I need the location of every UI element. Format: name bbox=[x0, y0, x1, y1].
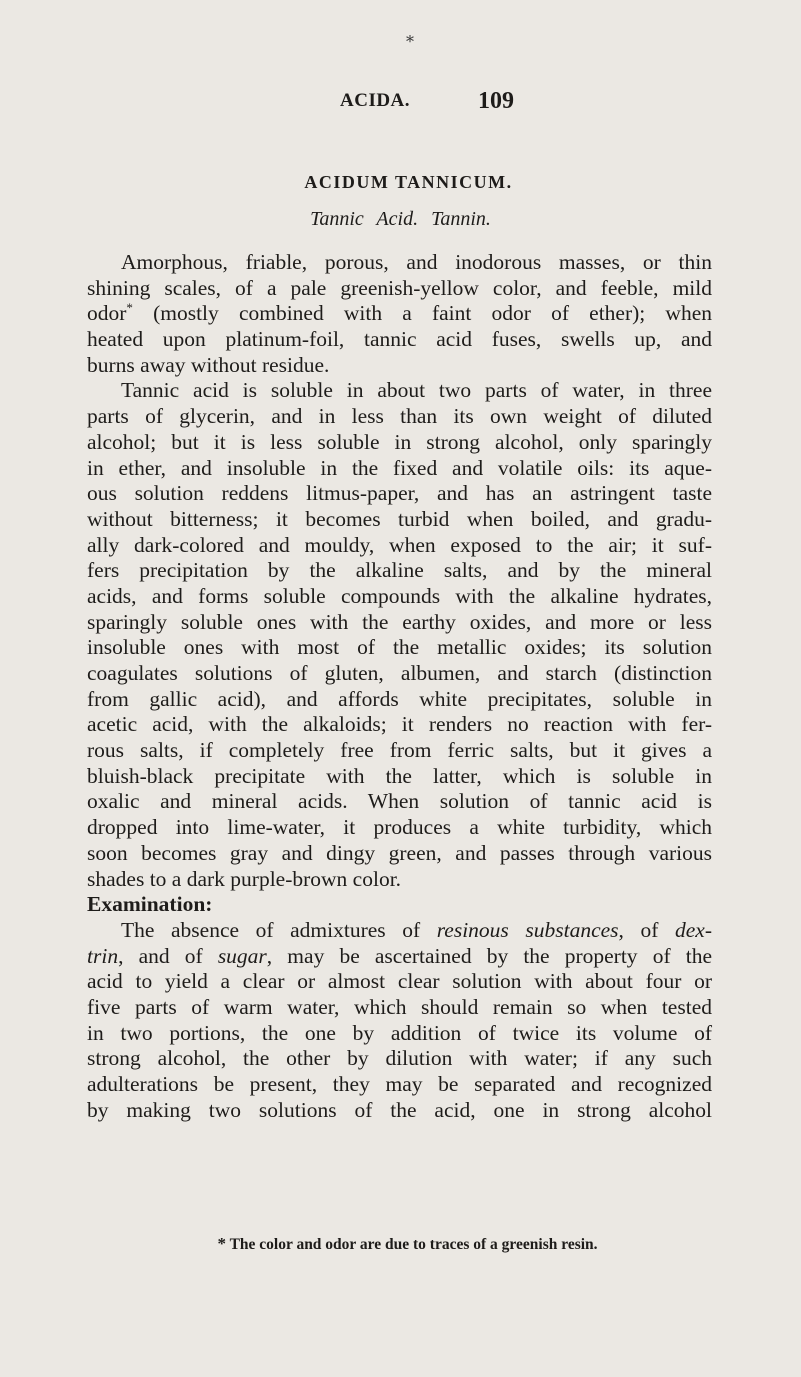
text-line: acetic acid, with the alkaloids; it renders no reaction with fer- bbox=[87, 712, 712, 737]
text-line: by making two solutions of the acid, one in strong alcohol bbox=[87, 1097, 712, 1122]
text-line: ally dark-colored and mouldy, when exposed to the air; it suf- bbox=[87, 532, 712, 557]
text-line: strong alcohol, the other by dilution with water; if any such bbox=[87, 1046, 712, 1071]
text-line: without bitterness; it becomes turbid when boiled, and gradu- bbox=[87, 506, 712, 531]
text-line: insoluble ones with most of the metallic oxides; its solution bbox=[87, 635, 712, 660]
text-line: Tannic acid is soluble in about two parts of water, in three bbox=[121, 378, 712, 403]
text-line: alcohol; but it is less soluble in strong alcohol, only sparingly bbox=[87, 429, 712, 454]
text-line: dropped into lime-water, it produces a white turbidity, which bbox=[87, 815, 712, 840]
text-line: The absence of admixtures of resinous substances, of dex- bbox=[121, 917, 712, 942]
text-line: trin, and of sugar, may be ascertained by the property of the bbox=[87, 943, 713, 968]
text-line: five parts of warm water, which should remain so when tested bbox=[87, 994, 712, 1019]
examination-heading: Examination: bbox=[87, 892, 213, 917]
text-line: in ether, and insoluble in the fixed and volatile oils: its aque- bbox=[87, 455, 712, 480]
text-line: in two portions, the one by addition of twice its volume of bbox=[87, 1020, 712, 1045]
text-line: heated upon platinum-foil, tannic acid fuses, swells up, and bbox=[87, 327, 712, 352]
section-subtitle: Tannic Acid. Tannin. bbox=[310, 208, 491, 230]
text-line: shades to a dark purple-brown color. bbox=[87, 866, 402, 891]
section-title: ACIDUM TANNICUM. bbox=[304, 172, 513, 192]
text-line: bluish-black precipitate with the latter, which is soluble in bbox=[87, 763, 712, 788]
text-line: acid to yield a clear or almost clear solution with about four or bbox=[87, 969, 712, 994]
footnote-text: The color and odor are due to traces of a greenish resin. bbox=[225, 1236, 598, 1253]
text-line: shining scales, of a pale greenish-yellow color, and feeble, mild bbox=[87, 275, 712, 300]
text-line: acids, and forms soluble compounds with the alkaline hydrates, bbox=[87, 583, 712, 608]
text-line: from gallic acid), and affords white precipitates, soluble in bbox=[87, 686, 712, 711]
text-line: parts of glycerin, and in less than its own weight of diluted bbox=[87, 404, 712, 429]
page-number: 109 bbox=[478, 88, 514, 114]
text-line: soon becomes gray and dingy green, and passes through various bbox=[87, 840, 712, 865]
ink-speck: * bbox=[406, 32, 414, 51]
text-line: adulterations be present, they may be separated and recognized bbox=[87, 1072, 712, 1096]
footnote bbox=[0, 1234, 801, 1254]
text-line: sparingly soluble ones with the earthy oxides, and more or less bbox=[87, 609, 712, 634]
text-line: rous salts, if completely free from ferric salts, but it gives a bbox=[87, 738, 712, 763]
running-head-title: ACIDA. bbox=[340, 90, 411, 111]
text-line: coagulates solutions of gluten, albumen, and starch (distinction bbox=[87, 661, 712, 685]
text-line: Amorphous, friable, porous, and inodorous masses, or thin bbox=[121, 250, 712, 274]
text-line: odor* (mostly combined with a faint odor of ether); when bbox=[87, 300, 712, 326]
text-line: burns away without residue. bbox=[87, 352, 330, 377]
text-line: ous solution reddens litmus-paper, and has an astringent taste bbox=[87, 481, 712, 506]
footnote-reference: * bbox=[126, 300, 133, 316]
running-head bbox=[0, 88, 801, 128]
body-text bbox=[87, 250, 712, 1123]
text-line: fers precipitation by the alkaline salts, and by the mineral bbox=[87, 558, 712, 583]
footnote-mark: * bbox=[217, 1234, 226, 1253]
text-line: oxalic and mineral acids. When solution of tannic acid is bbox=[87, 789, 712, 814]
